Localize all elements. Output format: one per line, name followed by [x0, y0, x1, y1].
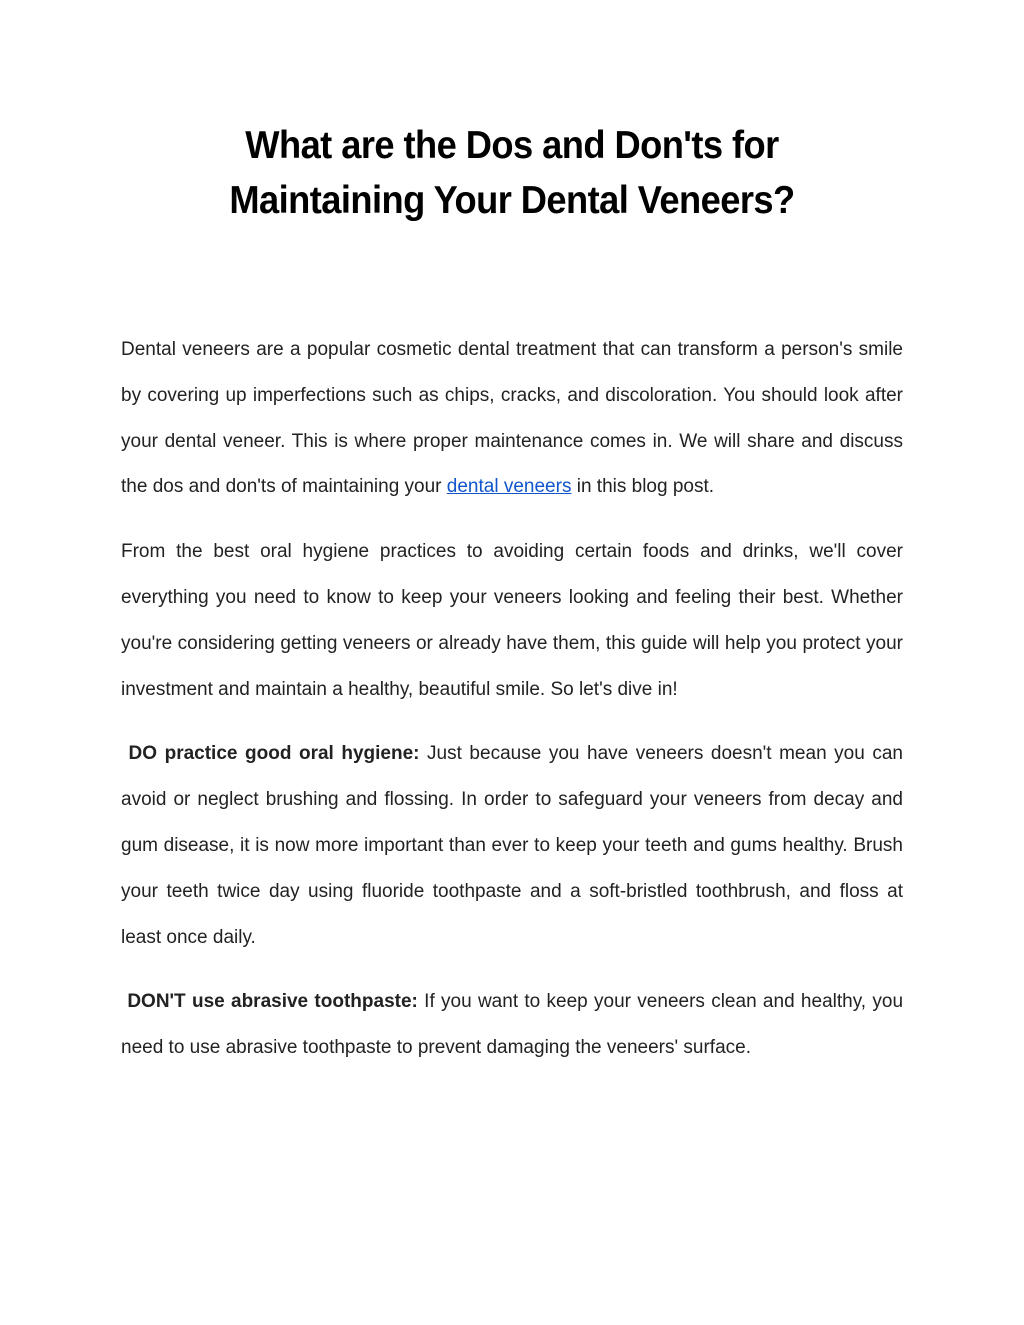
paragraph-do-oral-hygiene: [121, 731, 903, 960]
page-title: What are the Dos and Don'ts for Maintaining Your Dental Veneers?: [229, 124, 795, 222]
paragraph-dont-abrasive-toothpaste: [121, 979, 903, 1071]
paragraph-intro: [121, 327, 903, 510]
do-oral-hygiene-text: Just because you have veneers doesn't mean you can avoid or neglect brushing and flossing. In order to safeguard your veneers from decay and gum disease, it is now more important than ever to keep your teeth and gums healthy. Brush your teeth twice day using fluoride toothpaste and a soft-bristled toothbrush, and floss at least once daily.: [121, 743, 903, 948]
paragraph-intro-text-start: Dental veneers are a popular cosmetic dental treatment that can transform a person's smile by covering up imperfections such as chips, cracks, and discoloration. You should look after your dental veneer. This is where proper maintenance comes in. We will share and discuss the dos and don'ts of maintaining your: [121, 339, 903, 498]
dont-abrasive-toothpaste-text: If you want to keep your veneers clean and healthy, you need to use abrasive toothpaste to prevent damaging the veneers' surface.: [121, 991, 904, 1059]
do-oral-hygiene-heading: DO practice good oral hygiene:: [128, 743, 420, 765]
paragraph-intro-text-end: in this blog post.: [571, 476, 715, 498]
dont-abrasive-toothpaste-heading: DON'T use abrasive toothpaste:: [127, 991, 418, 1013]
dental-veneers-link[interactable]: dental veneers: [446, 476, 572, 498]
article-body: [121, 327, 903, 1071]
paragraph-overview: From the best oral hygiene practices to avoiding certain foods and drinks, we'll cover everything you need to know to keep your veneers looking and feeling their best. Whether you're considering getting veneers or already have them, this guide will help you protect your investment and maintain a healthy, beautiful smile. So let's dive in!: [121, 541, 903, 700]
